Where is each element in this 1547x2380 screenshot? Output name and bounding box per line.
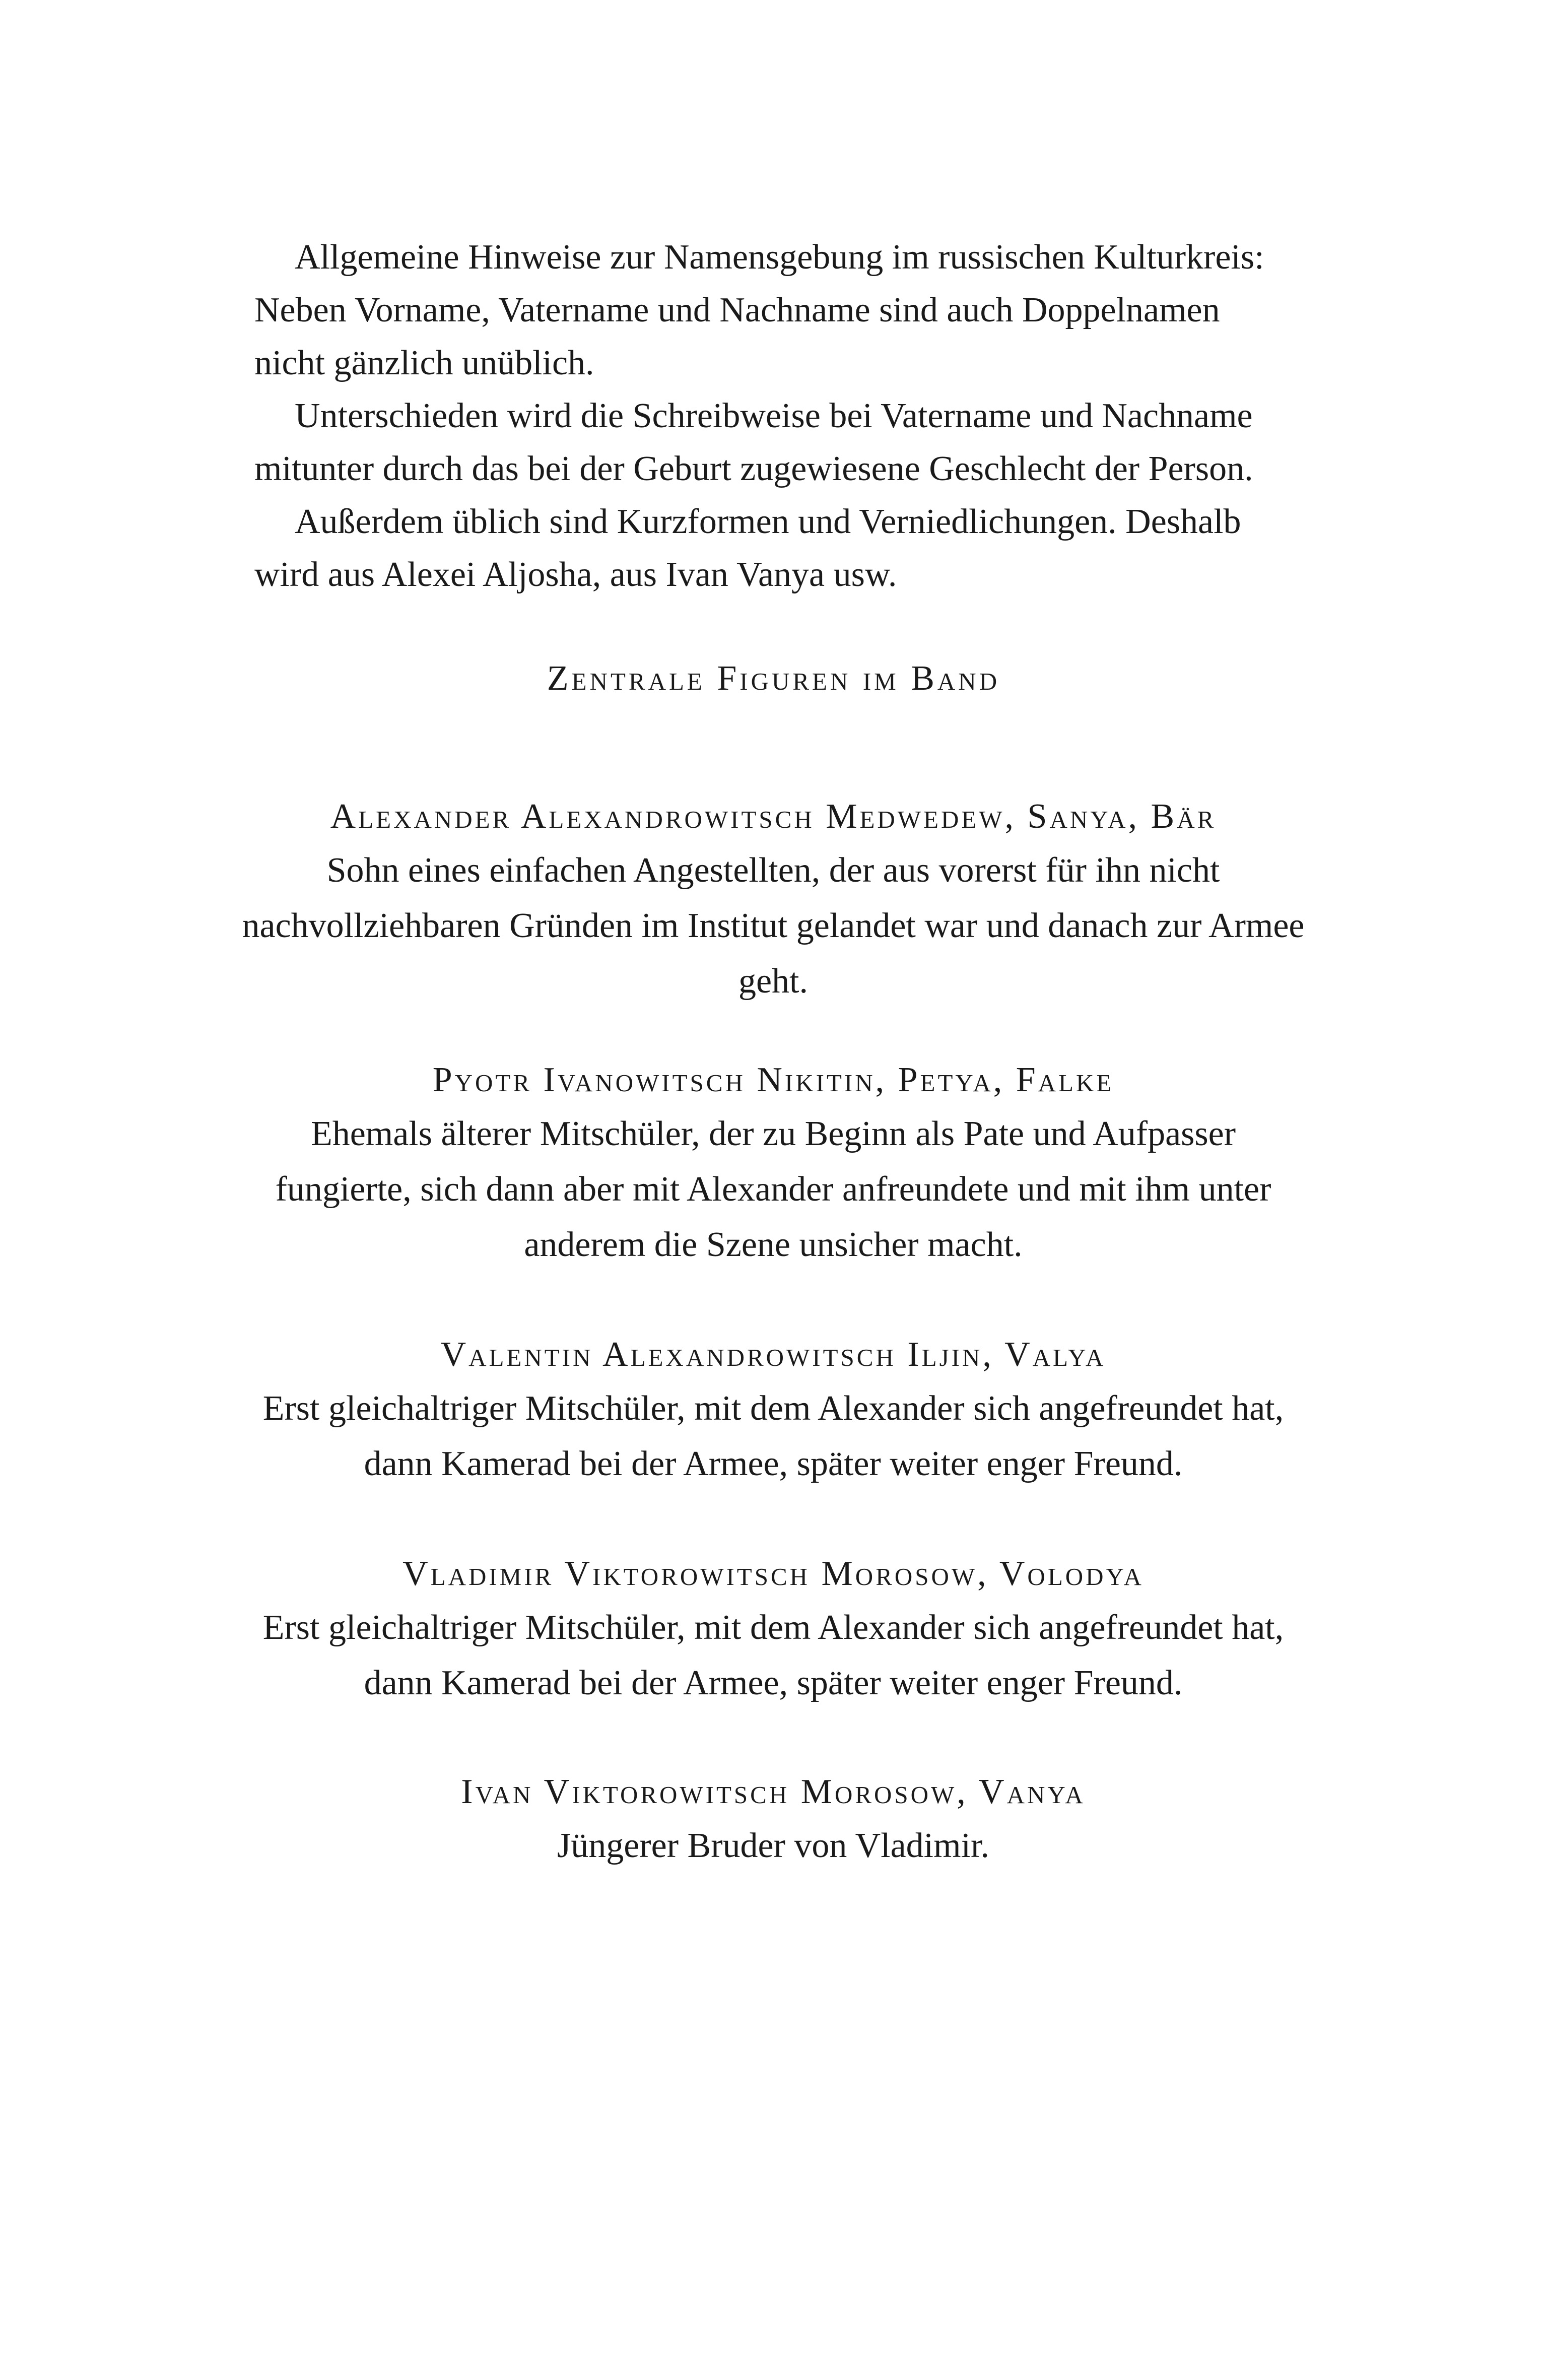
character-name: Alexander Alexandrowitsch Medwedew, Sanya, Bär bbox=[330, 797, 1217, 836]
character-description: Jüngerer Bruder von Vladimir. bbox=[557, 1826, 989, 1865]
intro-paragraph: Unterschieden wird die Schreibweise bei Vatername und Nachname mitunter durch das bei der Geburt zugewiesene Geschlecht der Person. bbox=[254, 396, 1253, 488]
intro-section bbox=[254, 231, 1267, 601]
character-description: Sohn eines einfachen Angestellten, der aus vorerst für ihn nicht nachvollziehbaren Gründen im Institut gelandet war und danach zur Armee geht. bbox=[242, 851, 1305, 1001]
intro-paragraph: Außerdem üblich sind Kurzformen und Verniedlichungen. Deshalb wird aus Alexei Aljosha, aus Ivan Vanya usw. bbox=[254, 502, 1241, 594]
intro-paragraph: Allgemeine Hinweise zur Namensgebung im russischen Kulturkreis: Neben Vorname, Vatername und Nachname sind auch Doppelnamen nicht gänzlich unüblich. bbox=[254, 238, 1264, 382]
divider bbox=[242, 1009, 1305, 1053]
character-entry bbox=[242, 1765, 1305, 1874]
character-name: Ivan Viktorowitsch Morosow, Vanya bbox=[461, 1772, 1086, 1811]
divider bbox=[242, 1273, 1305, 1328]
character-entry bbox=[242, 790, 1305, 1009]
character-entry bbox=[242, 1328, 1305, 1492]
divider bbox=[242, 1492, 1305, 1547]
character-list bbox=[242, 790, 1305, 1874]
character-description: Erst gleichaltriger Mitschüler, mit dem Alexander sich angefreundet hat, dann Kamerad bei der Armee, später weiter enger Freund. bbox=[262, 1389, 1284, 1483]
character-name: Vladimir Viktorowitsch Morosow, Volodya bbox=[402, 1554, 1144, 1593]
character-description: Erst gleichaltriger Mitschüler, mit dem Alexander sich angefreundet hat, dann Kamerad bei der Armee, später weiter enger Freund. bbox=[262, 1608, 1284, 1702]
character-description: Ehemals älterer Mitschüler, der zu Beginn als Pate und Aufpasser fungierte, sich dann aber mit Alexander anfreundete und mit ihm unter anderem die Szene unsicher macht. bbox=[275, 1114, 1271, 1264]
character-entry bbox=[242, 1053, 1305, 1273]
character-name: Pyotr Ivanowitsch Nikitin, Petya, Falke bbox=[432, 1061, 1114, 1099]
divider bbox=[242, 1711, 1305, 1765]
character-entry bbox=[242, 1547, 1305, 1711]
character-name: Valentin Alexandrowitsch Iljin, Valya bbox=[440, 1335, 1106, 1374]
section-title: Zentrale Figuren im Band bbox=[547, 659, 1000, 698]
